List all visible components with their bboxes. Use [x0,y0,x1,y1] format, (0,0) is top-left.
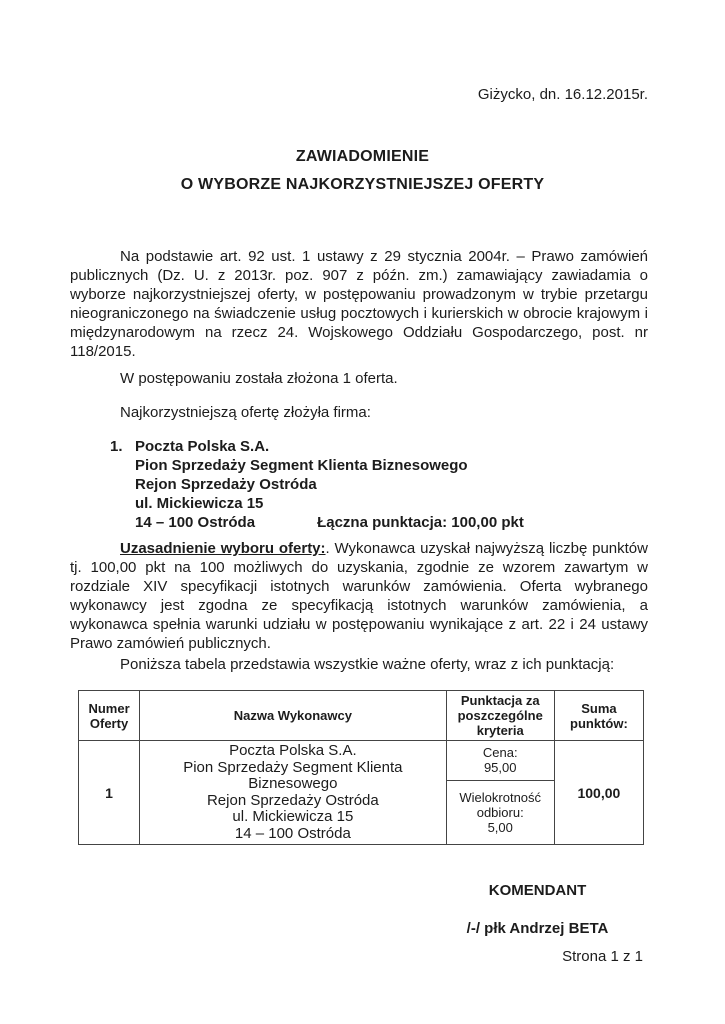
paragraph-offers-count: W postępowaniu została złożona 1 oferta. [120,370,398,387]
table-header-row [79,691,644,741]
document-title-line2: O WYBORZE NAJKORZYSTNIEJSZEJ OFERTY [180,176,545,193]
date-line: Giżycko, dn. 16.12.2015r. [477,86,648,103]
justification-body: . Wykonawca uzyskał najwyższą liczbę punktów tj. 100,00 pkt na 100 możliwych do uzyskania, zgodnie ze wzorem zawartym w rozdziale XIV specyfikacji istotnych warunków zamówienia. Oferta wybranego wykonawcy jest zgodna ze specyfikacją istotnych warunków zamówienia, a wykonawca spełnia warunki udziału w postępowaniu wynikające z art. 22 i 24 ustawy Prawo zamówień publicznych. [70,540,648,652]
cell-contractor [140,741,447,845]
criterion-price-value: 95,00 [483,760,517,776]
offers-table [78,690,644,845]
cell-offer-number: 1 [79,741,140,845]
contractor-line: ul. Mickiewicza 15 [232,808,354,825]
winner-block [110,437,630,532]
paragraph-table-intro: Poniższa tabela przedstawia wszystkie ważne oferty, wraz z ich punktacją: [120,656,615,673]
criterion-price-label: Cena: [482,745,518,761]
table-row [79,741,644,781]
paragraph-intro: Na podstawie art. 92 ust. 1 ustawy z 29 stycznia 2004r. – Prawo zamówień publicznych (Dz. U. z 2013r. poz. 907 z późn. zm.) zamawiający zawiadamia o wyborze najkorzystniejszej oferty, w postępowaniu prowadzonym w trybie przetargu nieograniczonego na świadczenie usług pocztowych i kurierskich w obrocie krajowym i międzynarodowym na rzecz 24. Wojskowego Oddziału Gospodarczego, post. nr 118/2015. [70,248,648,360]
justification-heading: Uzasadnienie wyboru oferty: [120,540,326,557]
header-offer-number: Numer Oferty [79,691,140,741]
cell-criterion-pickup [446,780,554,844]
paragraph-justification [70,539,648,653]
page-number: Strona 1 z 1 [562,948,643,965]
contractor-line: Pion Sprzedaży Segment Klienta [183,758,403,776]
signature-title: KOMENDANT [488,882,587,899]
winner-division: Pion Sprzedaży Segment Klienta Biznesowego [135,457,468,474]
winner-street: ul. Mickiewicza 15 [135,495,264,512]
paragraph-best-offer: Najkorzystniejszą ofertę złożyła firma: [120,404,371,421]
header-total-points: Suma punktów: [554,691,643,741]
winner-list-number: 1. [110,438,123,455]
document-title-line1: ZAWIADOMIENIE [295,148,430,165]
cell-total-points: 100,00 [554,741,643,845]
contractor-line: Biznesowego [248,775,338,792]
criterion-pickup-label: Wielokrotność odbioru: [459,789,542,820]
cell-criterion-price [446,741,554,781]
winner-city: 14 – 100 Ostróda [135,514,256,531]
contractor-line: 14 – 100 Ostróda [234,824,351,842]
winner-company-name: Poczta Polska S.A. [135,438,270,455]
header-contractor-name: Nazwa Wykonawcy [140,691,447,741]
criterion-pickup-value: 5,00 [487,819,513,835]
header-criteria-points: Punktacja za poszczególne kryteria [446,691,554,741]
signature-name: /-/ płk Andrzej BETA [466,920,609,937]
winner-total-score: Łączna punktacja: 100,00 pkt [317,514,524,531]
contractor-line: Rejon Sprzedaży Ostróda [206,791,379,809]
contractor-line: Poczta Polska S.A. [229,742,357,759]
winner-region: Rejon Sprzedaży Ostróda [135,476,317,493]
